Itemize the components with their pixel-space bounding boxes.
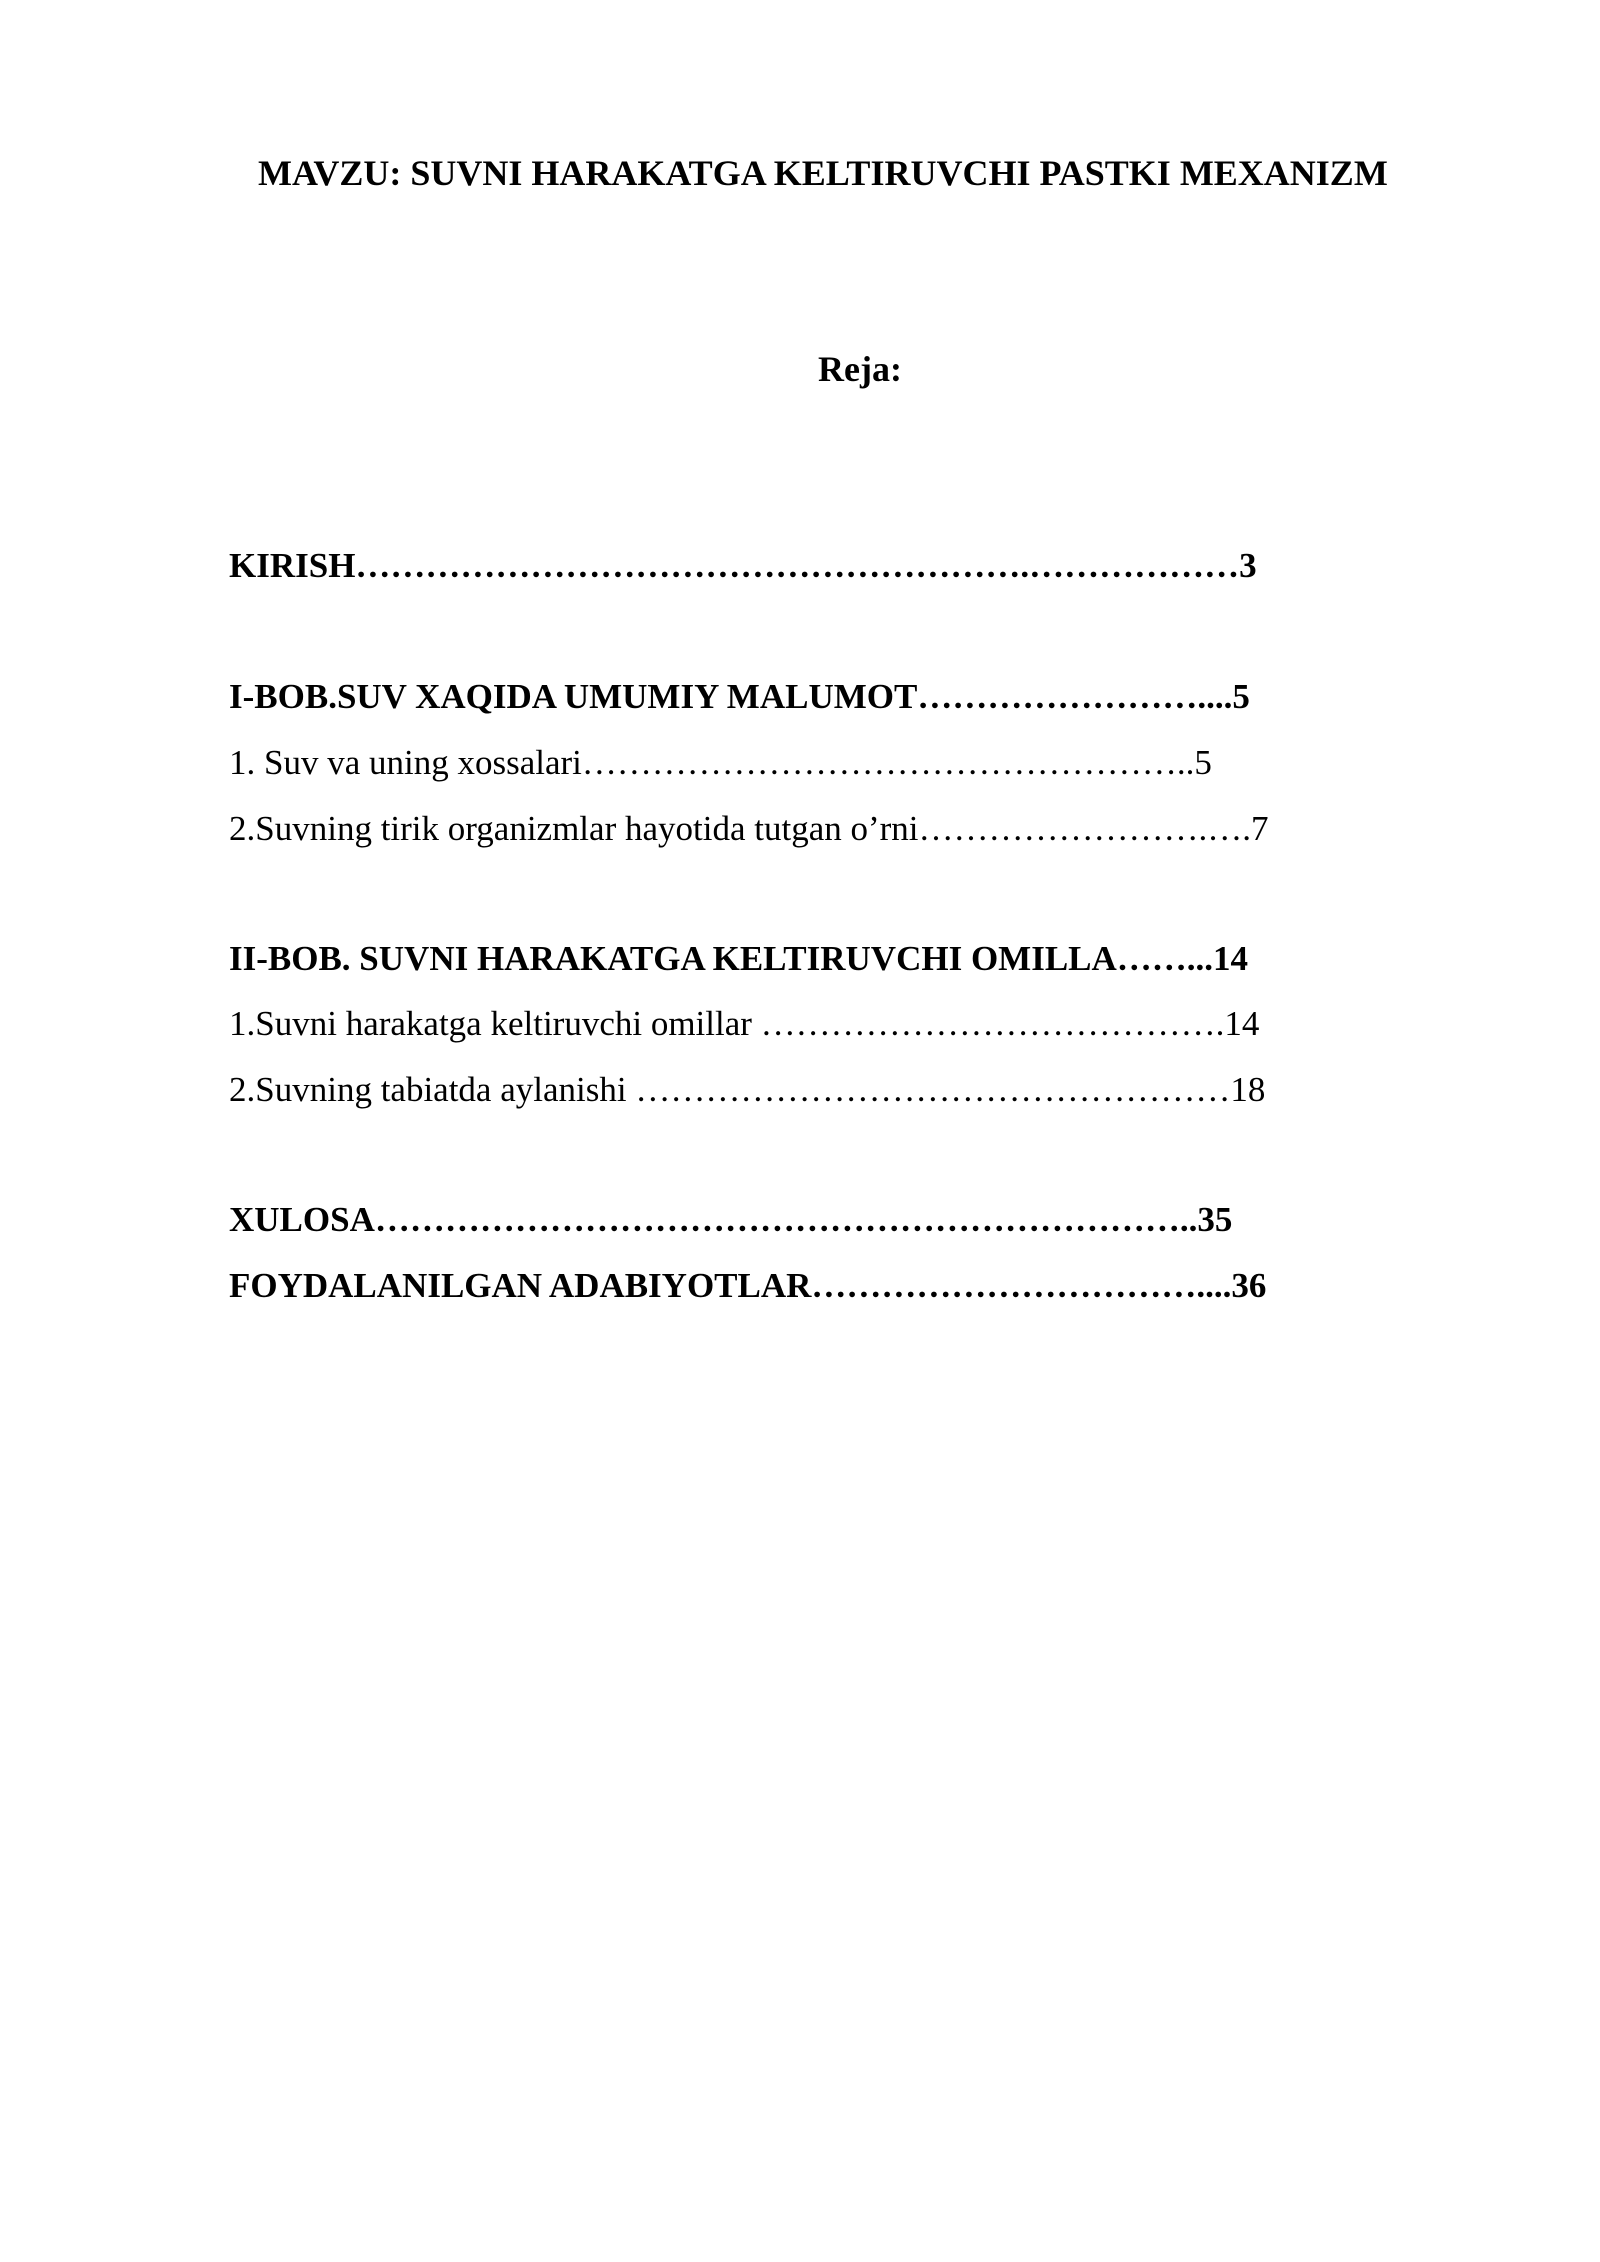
toc-entry-chapter-1: I-BOB.SUV XAQIDA UMUMIY MALUMOT……………………....5	[229, 677, 1250, 716]
document-topic: MAVZU: SUVNI HARAKATGA KELTIRUVCHI PASTKI MEXANIZM	[258, 153, 1388, 193]
toc-entry-1-2: 2.Suvning tirik organizmlar hayotida tutgan o’rni…………………….….7	[229, 809, 1269, 848]
toc-entry-2-1: 1.Suvni harakatga keltiruvchi omillar ………………………………….14	[229, 1004, 1260, 1043]
toc-entry-xulosa: XULOSA……………………………………………………………..35	[229, 1200, 1233, 1239]
toc-entry-chapter-2: II-BOB. SUVNI HARAKATGA KELTIRUVCHI OMILLA……...14	[229, 939, 1249, 978]
plan-heading: Reja:	[818, 349, 902, 389]
toc-entry-kirish: KIRISH………………………………………………….………………3	[229, 546, 1257, 585]
toc-entry-2-2: 2.Suvning tabiatda aylanishi ……………………………………………18	[229, 1070, 1266, 1109]
toc-entry-1-1: 1. Suv va uning xossalari……………………………………………..5	[229, 743, 1212, 782]
toc-entry-bibliography: FOYDALANILGAN ADABIYOTLAR……………………………....36	[229, 1266, 1267, 1305]
